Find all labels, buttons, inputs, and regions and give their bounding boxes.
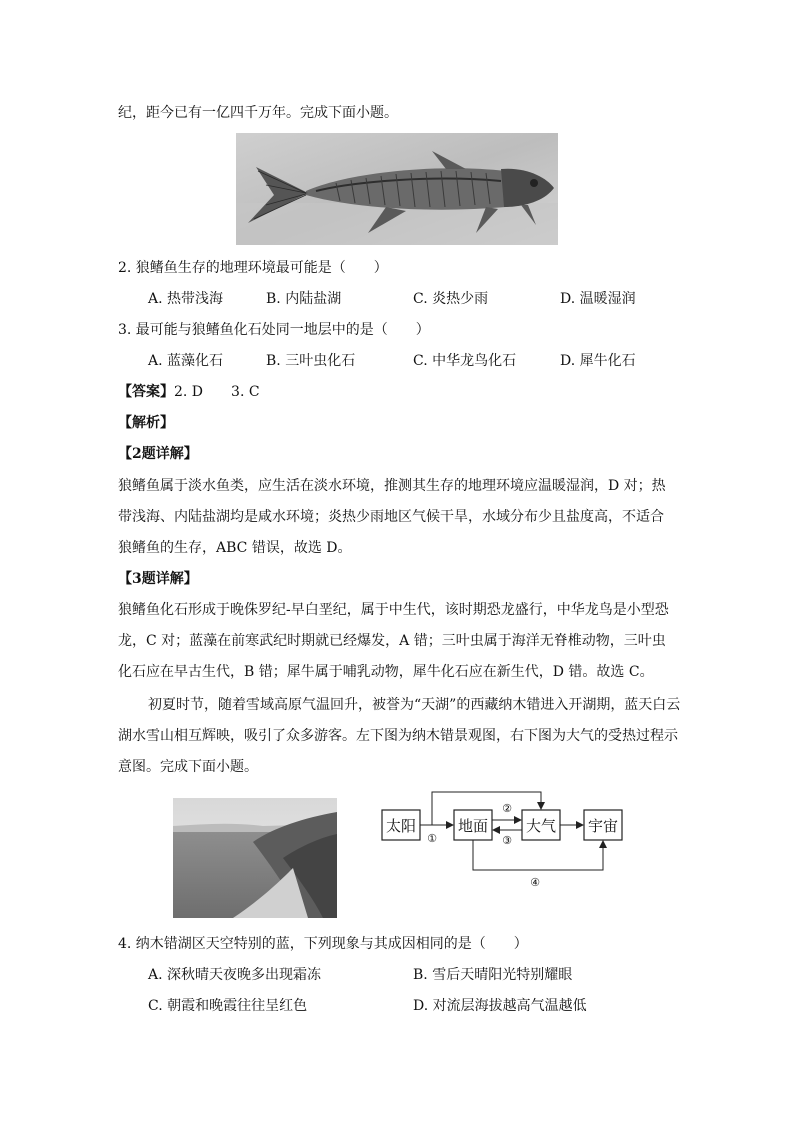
analysis-label: 【解析】 bbox=[118, 415, 174, 431]
q4-option-b: B. 雪后天晴阳光特别耀眼 bbox=[413, 967, 573, 983]
intro-text: 纪，距今已有一亿四千万年。完成下面小题。 bbox=[118, 105, 398, 121]
detail3-line: 龙，C 对；蓝藻在前寒武纪时期就已经爆发，A 错；三叶虫属于海洋无脊椎动物，三叶虫 bbox=[118, 633, 666, 649]
q3-option-c: C. 中华龙鸟化石 bbox=[413, 353, 517, 369]
detail2-label: 【2题详解】 bbox=[118, 446, 198, 462]
detail2-line: 狼鳍鱼属于淡水鱼类，应生活在淡水环境，推测其生存的地理环境应温暖湿润，D 对；热 bbox=[118, 478, 666, 494]
answer-text: 2. D 3. C bbox=[174, 384, 260, 400]
q3-option-d: D. 犀牛化石 bbox=[560, 353, 636, 369]
q3-option-b: B. 三叶虫化石 bbox=[266, 353, 356, 369]
q4-option-d: D. 对流层海拔越高气温越低 bbox=[413, 998, 587, 1014]
detail3-line: 狼鳍鱼化石形成于晚侏罗纪-早白垩纪，属于中生代，该时期恐龙盛行，中华龙鸟是小型恐 bbox=[118, 602, 669, 618]
detail2-line: 带浅海、内陆盐湖均是咸水环境；炎热少雨地区气候干旱，水域分布少且盐度高，不适合 bbox=[118, 509, 664, 525]
q2-option-a: A. 热带浅海 bbox=[148, 291, 224, 307]
passage2-line: 意图。完成下面小题。 bbox=[118, 759, 258, 775]
detail2-line: 狼鳍鱼的生存，ABC 错误，故选 D。 bbox=[118, 540, 352, 556]
q4-option-c: C. 朝霞和晚霞往往呈红色 bbox=[148, 998, 308, 1014]
lake-photo bbox=[173, 798, 337, 918]
q4-option-a: A. 深秋晴天夜晚多出现霜冻 bbox=[148, 967, 322, 983]
detail3-line: 化石应在早古生代，B 错；犀牛属于哺乳动物，犀牛化石应在新生代，D 错。故选 C。 bbox=[118, 664, 654, 680]
q2-option-d: D. 温暖湿润 bbox=[560, 291, 636, 307]
atmosphere-heating-diagram bbox=[380, 790, 630, 896]
atmosphere-label: 大气 bbox=[525, 817, 557, 835]
label-1: ① bbox=[427, 832, 437, 845]
fossil-photo bbox=[236, 133, 558, 245]
arrow-ground-space bbox=[473, 840, 603, 870]
answer-label: 【答案】 bbox=[118, 384, 174, 400]
q2-stem: 2. 狼鳍鱼生存的地理环境最可能是（ ） bbox=[118, 260, 388, 276]
q3-stem: 3. 最可能与狼鳍鱼化石处同一地层中的是（ ） bbox=[118, 322, 430, 338]
detail3-label: 【3题详解】 bbox=[118, 571, 198, 587]
label-2: ② bbox=[502, 802, 512, 815]
answer-line bbox=[118, 382, 260, 402]
passage2-line: 初夏时节，随着雪域高原气温回升，被誉为“天湖”的西藏纳木错进入开湖期，蓝天白云 bbox=[148, 697, 681, 713]
label-3: ③ bbox=[502, 834, 512, 847]
q3-option-a: A. 蓝藻化石 bbox=[148, 353, 224, 369]
label-4: ④ bbox=[530, 876, 540, 889]
sun-label: 太阳 bbox=[385, 817, 417, 835]
passage2-line: 湖水雪山相互辉映，吸引了众多游客。左下图为纳木错景观图，右下图为大气的受热过程示 bbox=[118, 728, 678, 744]
q4-stem: 4. 纳木错湖区天空特别的蓝，下列现象与其成因相同的是（ ） bbox=[118, 936, 528, 952]
ground-label: 地面 bbox=[457, 817, 489, 835]
q2-option-b: B. 内陆盐湖 bbox=[266, 291, 342, 307]
space-label: 宇宙 bbox=[587, 817, 619, 835]
q2-option-c: C. 炎热少雨 bbox=[413, 291, 489, 307]
